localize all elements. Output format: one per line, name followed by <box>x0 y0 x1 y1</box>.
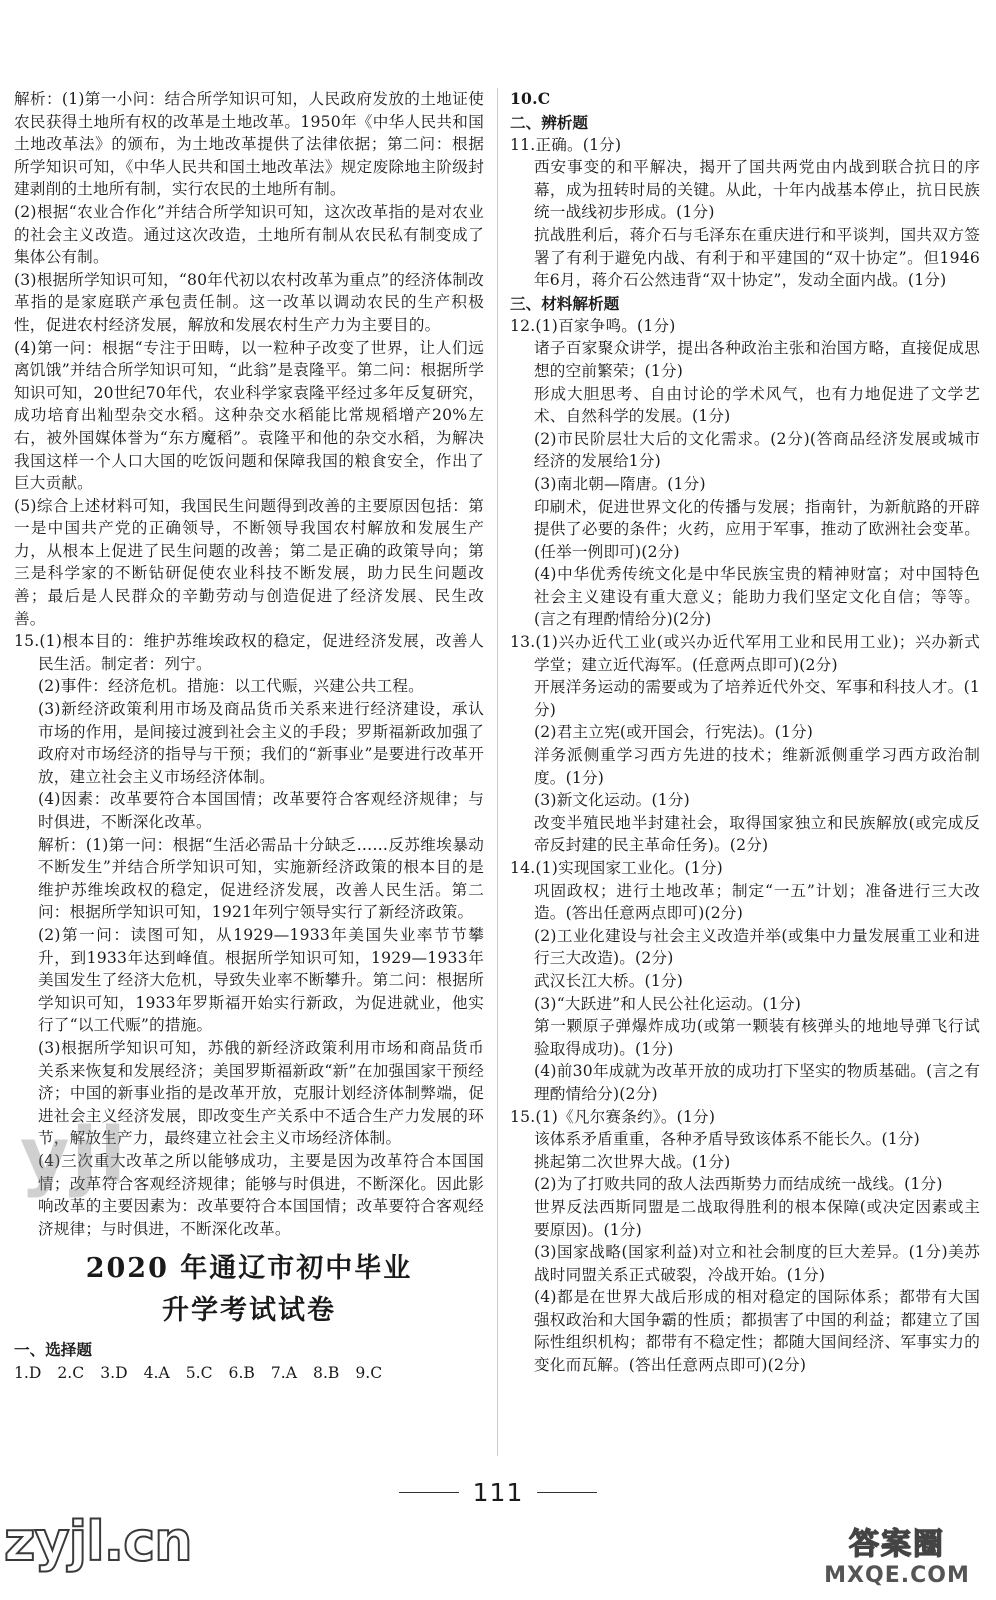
answer-paragraph: (3)根据所学知识可知，苏俄的新经济政策利用市场和商品货币关系来恢复和发展经济；美国罗斯福新政“新”在加强国家干预经济；中国的新事业指的是改革开放，克服计划经济体制弊端，促进社会主义经济发展，即改变生产关系中不适合生产力发展的环节，解放生产力，最终建立社会主义市场经济体制。 <box>38 1038 484 1148</box>
answer-paragraph: 世界反法西斯同盟是二战取得胜利的根本保障(或决定因素或主要原因)。(1分) <box>534 1197 980 1239</box>
page-footer <box>0 1472 996 1512</box>
answer-paragraph: (2)第一问：读图可知，从1929—1933年美国失业率节节攀升，到1933年达到峰值。根据所学知识可知，1929—1933年美国发生了经济大危机，导致失业率不断攀升。第二问：根据所学知识可知，1933年罗斯福开始实行新政，为促进就业，他实行了“以工代赈”的措施。 <box>38 925 484 1035</box>
choice-answer: 4.A <box>143 1364 170 1383</box>
answer-paragraph: 三、材料解析题 <box>510 293 620 313</box>
answer-paragraph: 该体系矛盾重重，各种矛盾导致该体系不能长久。(1分) <box>534 1130 920 1149</box>
answer-paragraph: 印刷术，促进世界文化的传播与发展；指南针，为新航路的开辟提供了必要的条件；火药，应用于军事，推动了欧洲社会变革。(任举一例即可)(2分) <box>534 497 980 561</box>
answer-paragraph: (3)新经济政策利用市场及商品货币关系来进行经济建设，承认市场的作用，是间接过渡到社会主义的手段；罗斯福新政加强了政府对市场经济的指导与干预；我们的“新事业”是要进行改革开放，建立社会主义市场经济体制。 <box>38 700 484 786</box>
answer-paragraph: (3)南北朝—隋唐。(1分) <box>534 474 706 493</box>
answer-paragraph: 西安事变的和平解决，揭开了国共两党由内战到联合抗日的序幕，成为扭转时局的关键。从此，十年内战基本停止，抗日民族统一战线初步形成。(1分) <box>534 158 980 222</box>
answer-paragraph: 形成大胆思考、自由讨论的学术风气，也有力地促进了文学艺术、自然科学的发展。(1分) <box>534 384 980 426</box>
left-text-block <box>14 88 484 1240</box>
answer-paragraph: 诸子百家聚众讲学，提出各种政治主张和治国方略，直接促成思想的空前繁荣；(1分) <box>534 339 980 380</box>
answer-paragraph: (4)因素：改革要符合本国国情；改革要符合客观经济规律；与时俱进，不断深化改革。 <box>38 790 484 831</box>
answer-paragraph: 抗战胜利后，蒋介石与毛泽东在重庆进行和平谈判，国共双方签署了有利于避免内战、有利于和平建国的“双十协定”。但1946年6月，蒋介石公然违背“双十协定”，发动全面内战。(1分) <box>534 225 980 290</box>
answer-paragraph: 15.(1)根本目的：维护苏维埃政权的稳定，促进经济发展，改善人民生活。制定者：列宁。 <box>14 632 484 673</box>
answer-paragraph: 改变半殖民地半封建社会，取得国家独立和民族解放(或完成反帝反封建的民主革命任务)。(2分) <box>534 813 980 855</box>
answer-paragraph: (4)都是在世界大战后形成的相对稳定的国际体系；都带有大国强权政治和大国争霸的性质；都损害了中国的利益；都建立了国际性组织机构；都带有不稳定性；都随大国间经济、军事实力的变化而瓦解。(答出任意两点即可)(2分) <box>534 1288 980 1375</box>
footer-rule-left <box>399 1492 459 1493</box>
answer-paragraph: (2)事件：经济危机。措施：以工代赈，兴建公共工程。 <box>38 677 424 696</box>
answer-paragraph: (3)新文化运动。(1分) <box>534 791 690 810</box>
brand-watermark <box>812 1515 982 1591</box>
answer-paragraph: 巩固政权；进行土地改革；制定“一五”计划；准备进行三大改造。(答出任意两点即可)(2分) <box>534 881 980 923</box>
watermark-mid: yjl <box>20 1110 128 1199</box>
footer-rule-right <box>537 1492 597 1493</box>
answer-paragraph: (3)“大跃进”和人民公社化运动。(1分) <box>534 994 802 1013</box>
answer-paragraph: 武汉长江大桥。(1分) <box>534 971 684 990</box>
brand-url: MXQE.COM <box>824 1562 970 1588</box>
answer-paragraph: 解析：(1)第一问：根据“生活必需品十分缺乏……反苏维埃暴动不断发生”并结合所学知识可知，实施新经济政策的根本目的是维护苏维埃政权的稳定，促进经济发展，改善人民生活。第二问：根据所学知识可知，1921年列宁领导实行了新经济政策。 <box>38 835 484 922</box>
answer-paragraph: (2)为了打败共同的敌人法西斯势力而结成统一战线。(1分) <box>534 1175 943 1194</box>
answer-paragraph: (3)国家战略(国家利益)对立和社会制度的巨大差异。(1分)美苏战时同盟关系正式破裂，冷战开始。(1分) <box>534 1243 980 1284</box>
column-divider <box>497 88 498 1456</box>
answer-paragraph: 挑起第二次世界大战。(1分) <box>534 1152 731 1171</box>
choice-answer: 1.D <box>14 1364 42 1383</box>
answer-paragraph: 10.C <box>510 89 551 108</box>
choice-answer: 3.D <box>100 1364 128 1383</box>
answer-paragraph: 11.正确。(1分) <box>510 135 622 154</box>
left-column <box>14 88 484 1385</box>
answer-paragraph: 14.(1)实现国家工业化。(1分) <box>510 859 723 877</box>
watermark-site-logo: zyjl.cn <box>4 1510 192 1573</box>
answer-paragraph: (5)综合上述材料可知，我国民生问题得到改善的主要原因包括：第一是中国共产党的正确领导，不断领导我国农村解放和发展生产力，从根本上促进了民生问题的改善；第二是正确的政策导向；第三是科学家的不断钻研促使农业科技不断发展，助力民生问题改善；最后是人民群众的辛勤劳动与创造促进了经济发展、民生改善。 <box>14 496 484 628</box>
answer-paragraph: (3)根据所学知识可知，“80年代初以农村改革为重点”的经济体制改革指的是家庭联产承包责任制。这一改革以调动农民的生产积极性，促进农村经济发展，解放和发展农村生产力为主要目的。 <box>14 270 484 334</box>
right-text-block <box>510 88 980 1377</box>
answer-paragraph: (2)市民阶层壮大后的文化需求。(2分)(答商品经济发展或城市经济的发展给1分) <box>534 429 980 471</box>
answer-paragraph: (4)前30年成就为改革开放的成功打下坚实的物质基础。(言之有理酌情给分)(2分) <box>534 1062 980 1103</box>
answer-paragraph: 解析：(1)第一小问：结合所学知识可知，人民政府发放的土地证使农民获得土地所有权的改革是土地改革。1950年《中华人民共和国土地改革法》的颁布，为土地改革提供了法律依据；第二问：根据所学知识可知，《中华人民共和国土地改革法》规定废除地主阶级封建剥削的土地所有制，实行农民的土地所有制。 <box>14 90 484 199</box>
answer-paragraph: (4)第一问：根据“专注于田畴，以一粒种子改变了世界，让人们远离饥饿”并结合所学知识可知，“此翁”是袁隆平。第二问：根据所学知识可知，20世纪70年代，农业科学家袁隆平经过多年反复研究，成功培育出籼型杂交水稻。这种杂交水稻能比常规稻增产20%左右，被外国媒体誉为“东方魔稻”。袁隆平和他的杂交水稻，为解决我国这样一个人口大国的吃饭问题和保障我国的粮食安全，作出了巨大贡献。 <box>14 338 484 493</box>
choice-answer: 7.A <box>270 1364 298 1383</box>
exam-title-line-1: 2020 年通辽市初中毕业 <box>85 1253 413 1285</box>
choice-answer: 2.C <box>57 1364 85 1383</box>
answer-paragraph: 15.(1)《凡尔赛条约》。(1分) <box>510 1107 716 1126</box>
choice-section-heading: 一、选择题 <box>14 1340 92 1360</box>
choice-answer: 8.B <box>313 1364 340 1383</box>
answer-paragraph: (2)工业化建设与社会主义改造并举(或集中力量发展重工业和进行三大改造)。(2分) <box>534 926 980 968</box>
exam-title-line-2: 升学考试试卷 <box>162 1295 336 1327</box>
answer-paragraph: (2)君主立宪(或开国会，行宪法)。(1分) <box>534 723 814 742</box>
brand-logo: 答案圈 <box>849 1526 945 1562</box>
choice-answers <box>14 1361 484 1385</box>
page-number: 111 <box>472 1477 524 1507</box>
choice-answer: 6.B <box>228 1364 255 1383</box>
answer-paragraph: 12.(1)百家争鸣。(1分) <box>510 316 676 335</box>
choice-answer: 5.C <box>185 1364 213 1383</box>
answer-paragraph: 第一颗原子弹爆炸成功(或第一颗装有核弹头的地地导弹飞行试验取得成功)。(1分) <box>534 1017 980 1058</box>
answer-paragraph: (4)中华优秀传统文化是中华民族宝贵的精神财富；对中国特色社会主义建设有重大意义；能助力我们坚定文化自信；等等。(言之有理酌情给分)(2分) <box>534 565 980 629</box>
answer-paragraph: 二、辨析题 <box>510 112 588 132</box>
answer-paragraph: (4)三次重大改革之所以能够成功，主要是因为改革符合本国国情；改革符合客观经济规律；能够与时俱进，不断深化。因此影响改革的主要因素为：改革要符合本国国情；改革要符合客观经济规律；与时俱进，不断深化改革。 <box>38 1151 484 1238</box>
answer-paragraph: 13.(1)兴办近代工业(或兴办近代军用工业和民用工业)；兴办新式学堂；建立近代海军。(任意两点即可)(2分) <box>510 633 980 674</box>
right-column <box>510 88 980 1377</box>
answer-paragraph: 洋务派侧重学习西方先进的技术；维新派侧重学习西方政治制度。(1分) <box>534 746 980 787</box>
answer-paragraph: 开展洋务运动的需要或为了培养近代外交、军事和科技人才。(1分) <box>534 678 980 719</box>
answer-paragraph: (2)根据“农业合作化”并结合所学知识可知，这次改革指的是对农业的社会主义改造。通过这次改造，土地所有制从农民私有制变成了集体公有制。 <box>14 202 484 267</box>
choice-answer: 9.C <box>355 1364 383 1383</box>
